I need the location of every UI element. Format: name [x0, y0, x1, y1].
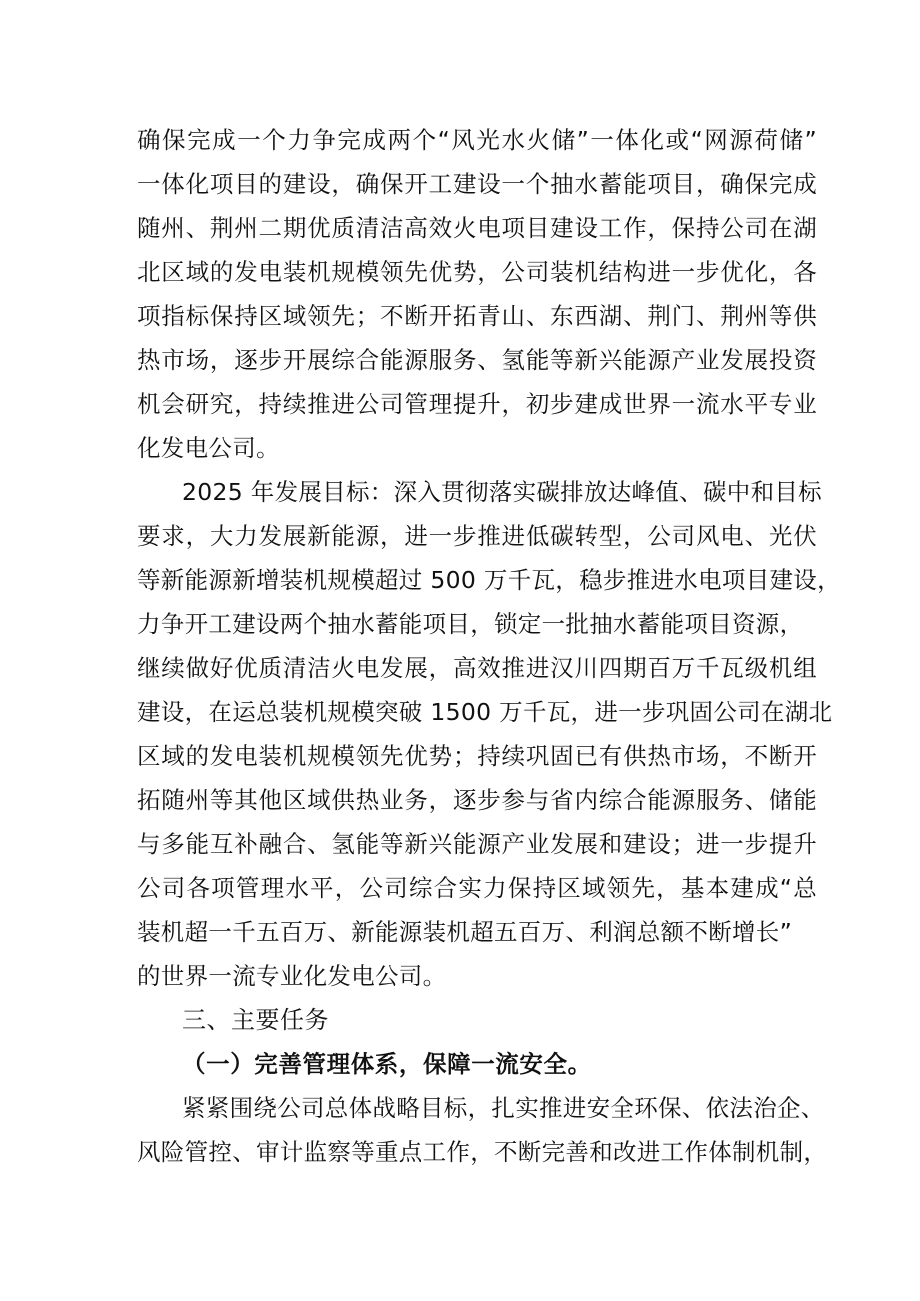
paragraph-line: 装机超一千五百万、新能源装机超五百万、利润总额不断增长” — [137, 918, 793, 946]
paragraph-line: 与多能互补融合、氢能等新兴能源产业发展和建设；进一步提升 — [137, 830, 817, 858]
paragraph-line: 紧紧围绕公司总体战略目标，扎实推进安全环保、依法治企、 — [182, 1094, 825, 1122]
paragraph-line: 继续做好优质清洁火电发展，高效推进汉川四期百万千瓦级机组 — [137, 654, 817, 682]
paragraph-line: 建设，在运总装机规模突破 1500 万千瓦，进一步巩固公司在湖北 — [137, 698, 833, 726]
paragraph-line: 要求，大力发展新能源，进一步推进低碳转型，公司风电、光伏 — [137, 522, 817, 550]
paragraph-line: 2025 年发展目标：深入贯彻落实碳排放达峰值、碳中和目标 — [182, 478, 822, 506]
paragraph-line: 拓随州等其他区域供热业务，逐步参与省内综合能源服务、储能 — [137, 786, 817, 814]
paragraph-line: 机会研究，持续推进公司管理提升，初步建成世界一流水平专业 — [137, 390, 817, 418]
paragraph-line: 风险管控、审计监察等重点工作，不断完善和改进工作体制机制， — [137, 1138, 828, 1166]
paragraph-line: 公司各项管理水平，公司综合实力保持区域领先，基本建成“总 — [137, 874, 817, 902]
section-heading: 三、主要任务 — [182, 1006, 329, 1034]
paragraph-line: 热市场，逐步开展综合能源服务、氢能等新兴能源产业发展投资 — [137, 346, 817, 374]
paragraph-line: 项指标保持区域领先；不断开拓青山、东西湖、荆门、荆州等供 — [137, 302, 817, 330]
paragraph-line: 的世界一流专业化发电公司。 — [137, 962, 447, 990]
paragraph-line: 区域的发电装机规模领先优势；持续巩固已有供热市场，不断开 — [137, 742, 817, 770]
paragraph-line: 等新能源新增装机规模超过 500 万千瓦，稳步推进水电项目建设， — [137, 566, 841, 594]
paragraph-line: 确保完成一个力争完成两个“风光水火储”一体化或“网源荷储” — [137, 126, 817, 154]
paragraph-line: 化发电公司。 — [137, 434, 280, 462]
sub-heading: （一）完善管理体系，保障一流安全。 — [182, 1050, 592, 1078]
paragraph-line: 北区域的发电装机规模领先优势，公司装机结构进一步优化，各 — [137, 258, 817, 286]
paragraph-line: 一体化项目的建设，确保开工建设一个抽水蓄能项目，确保完成 — [137, 170, 817, 198]
paragraph-line: 随州、荆州二期优质清洁高效火电项目建设工作，保持公司在湖 — [137, 214, 817, 242]
paragraph-line: 力争开工建设两个抽水蓄能项目，锁定一批抽水蓄能项目资源， — [137, 610, 804, 638]
